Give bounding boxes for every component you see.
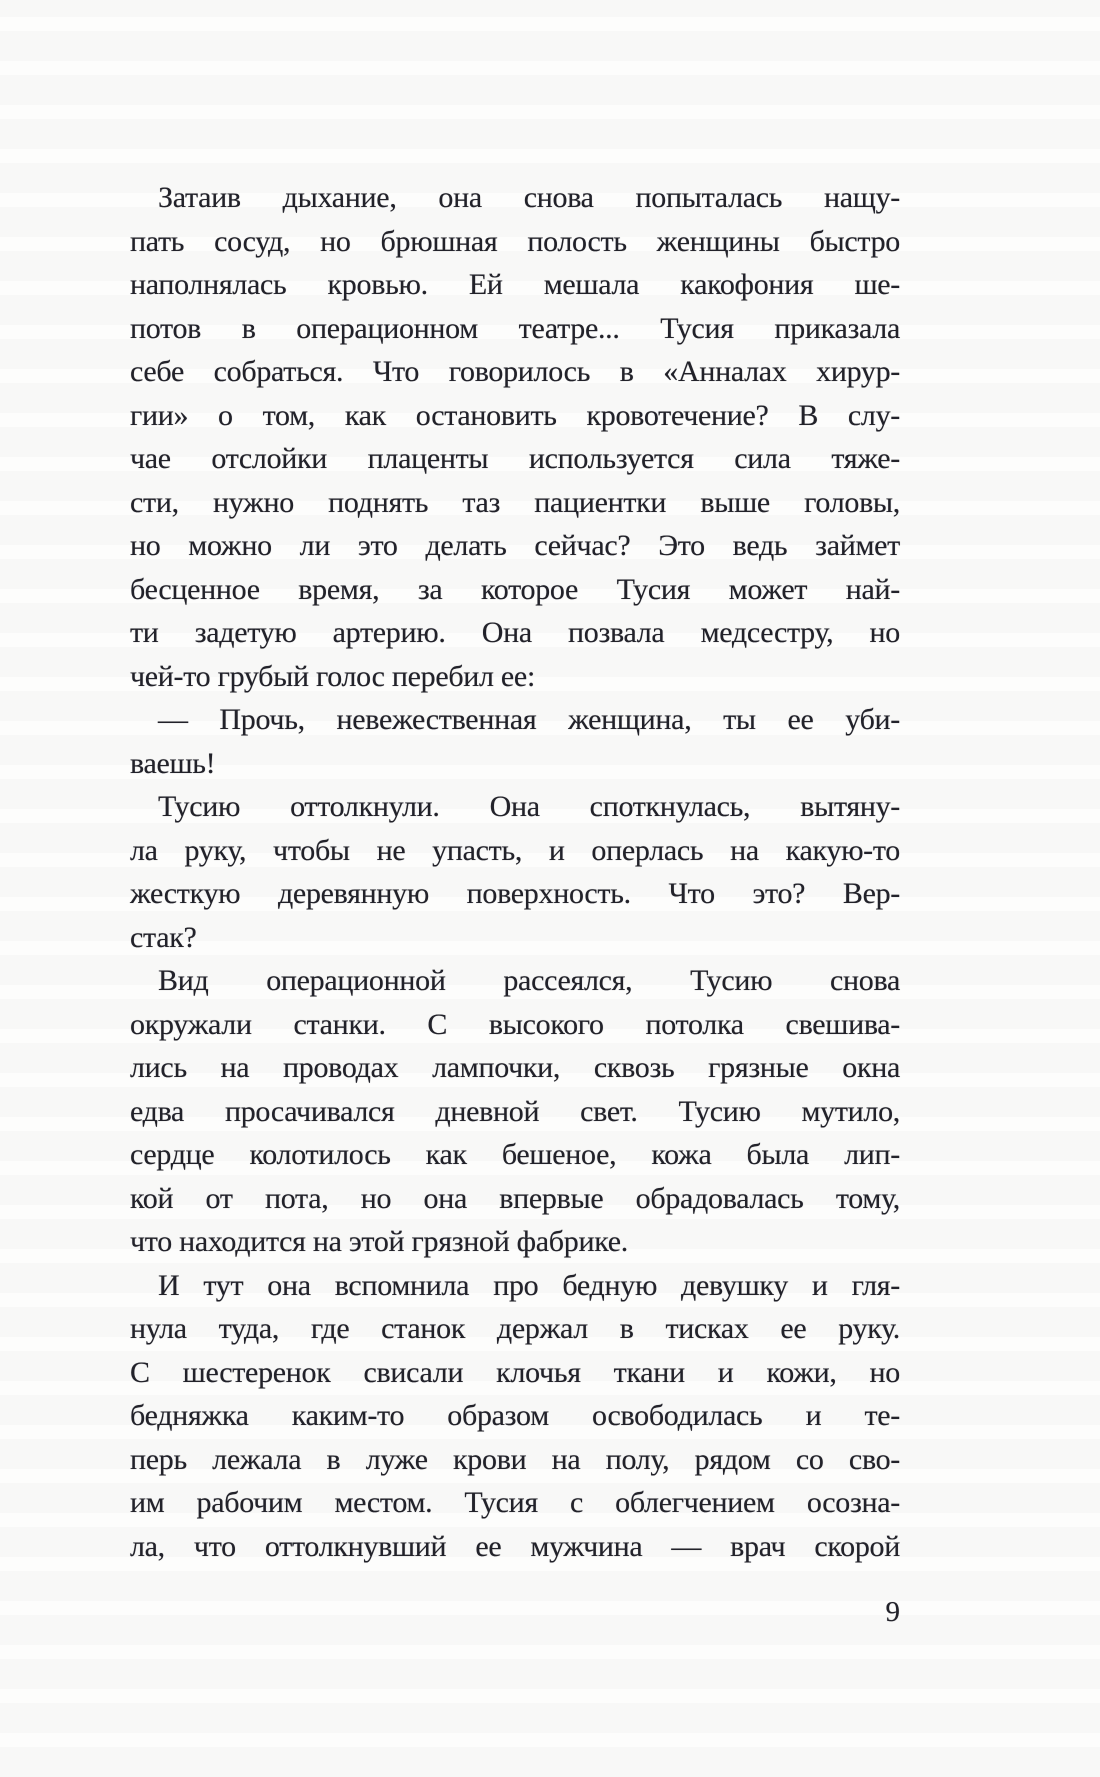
text-line: наполнялась кровью. Ей мешала какофония ше- bbox=[130, 268, 900, 301]
text-line-dialogue: ваешь! bbox=[130, 746, 216, 780]
text-line-dialogue: — Прочь, невежественная женщина, ты ее уби- bbox=[158, 703, 900, 736]
text-line: стак? bbox=[130, 920, 197, 954]
text-line: лись на проводах лампочки, сквозь грязные окна bbox=[130, 1051, 900, 1084]
text-line: жесткую деревянную поверхность. Что это? Вер- bbox=[130, 877, 900, 910]
text-line: кой от пота, но она впервые обрадовалась тому, bbox=[130, 1181, 900, 1215]
text-line: чае отслойки плаценты используется сила тяже- bbox=[130, 442, 900, 475]
text-line: им рабочим местом. Тусия с облегчением осозна- bbox=[130, 1486, 900, 1519]
text-line: гии» о том, как остановить кровотечение? В слу- bbox=[130, 398, 900, 432]
text-line: С шестеренок свисали клочья ткани и кожи, но bbox=[130, 1355, 900, 1389]
text-line: сердце колотилось как бешеное, кожа была лип- bbox=[130, 1138, 900, 1171]
text-line: но можно ли это делать сейчас? Это ведь займет bbox=[130, 529, 900, 562]
text-line: перь лежала в луже крови на полу, рядом со сво- bbox=[130, 1442, 900, 1476]
text-line: ти задетую артерию. Она позвала медсестру, но bbox=[130, 616, 900, 649]
text-line: бедняжка каким-то образом освободилась и те- bbox=[130, 1399, 900, 1432]
text-line: окружали станки. С высокого потолка свешива- bbox=[130, 1007, 900, 1041]
page-number: 9 bbox=[885, 1596, 900, 1628]
text-line: что находится на этой грязной фабрике. bbox=[130, 1225, 628, 1258]
text-line: Затаив дыхание, она снова попыталась нащу- bbox=[158, 181, 900, 214]
text-line: Вид операционной рассеялся, Тусию снова bbox=[158, 964, 900, 997]
text-line: бесценное время, за которое Тусия может най- bbox=[130, 572, 900, 606]
text-line: потов в операционном театре... Тусия приказала bbox=[130, 311, 900, 345]
text-line: едва просачивался дневной свет. Тусию мутило, bbox=[130, 1094, 900, 1128]
text-line: сти, нужно поднять таз пациентки выше головы, bbox=[130, 485, 900, 519]
text-line: И тут она вспомнила про бедную девушку и гля- bbox=[158, 1268, 900, 1302]
page-text bbox=[130, 176, 900, 1568]
text-line: Тусию оттолкнули. Она споткнулась, вытяну- bbox=[158, 790, 900, 823]
text-line: ла руку, чтобы не упасть, и оперлась на какую-то bbox=[130, 833, 900, 867]
text-line: себе собраться. Что говорилось в «Анналах хирур- bbox=[130, 355, 900, 388]
text-line: нула туда, где станок держал в тисках ее руку. bbox=[130, 1312, 900, 1345]
text-line: чей-то грубый голос перебил ее: bbox=[130, 659, 535, 693]
text-line: ла, что оттолкнувший ее мужчина — врач скорой bbox=[130, 1529, 900, 1563]
text-line: пать сосуд, но брюшная полость женщины быстро bbox=[130, 224, 900, 258]
